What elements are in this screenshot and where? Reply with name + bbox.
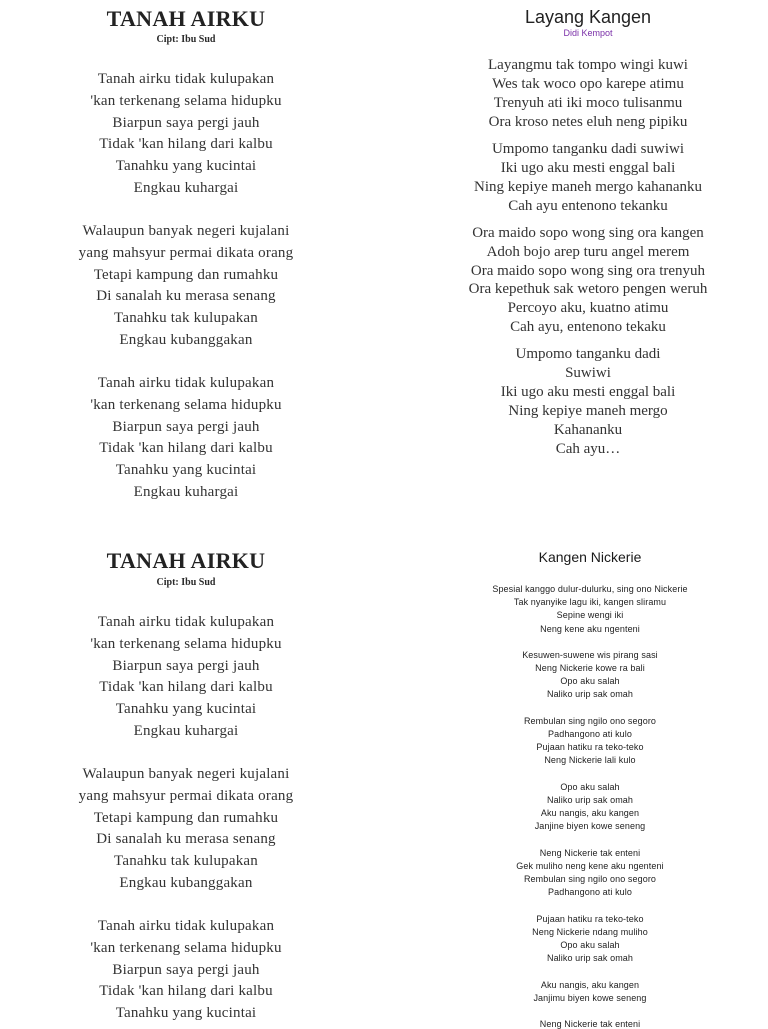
lyric-line: Pujaan hatiku ra teko-teko: [536, 914, 644, 924]
lyric-line: Biarpun saya pergi jauh: [112, 419, 260, 435]
lyric-line: Tanah airku tidak kulupakan: [97, 918, 275, 934]
lyric-line: Wes tak woco opo karepe atimu: [492, 76, 684, 92]
lyric-line: 'kan terkenang selama hidupku: [90, 397, 282, 413]
lyric-line: Umpomo tanganku dadi: [515, 346, 661, 362]
lyric-line: Tetapi kampung dan rumahku: [93, 267, 279, 283]
song-credit: Didi Kempot: [563, 28, 613, 38]
lyric-line: Pujaan hatiku ra teko-teko: [536, 742, 644, 752]
lyric-line: Trenyuh ati iki moco tulisanmu: [493, 95, 683, 111]
lyric-line: 'kan terkenang selama hidupku: [90, 93, 282, 109]
lyric-line: Janjimu biyen kowe seneng: [533, 993, 647, 1003]
lyric-line: yang mahsyur permai dikata orang: [78, 788, 294, 804]
song-panel-layang-kangen: [400, 0, 768, 520]
lyric-line: Opo aku salah: [560, 676, 620, 686]
lyric-line: Neng Nickerie tak enteni: [539, 1019, 641, 1029]
lyric-line: Sepine wengi iki: [556, 610, 624, 620]
lyric-line: Engkau kuhargai: [133, 484, 239, 500]
lyric-line: Cah ayu entenono tekanku: [508, 198, 668, 214]
lyric-line: Ora kepethuk sak wetoro pengen weruh: [468, 281, 708, 297]
lyric-line: Biarpun saya pergi jauh: [112, 962, 260, 978]
lyric-line: Janjine biyen kowe seneng: [534, 821, 646, 831]
lyric-line: Walaupun banyak negeri kujalani: [82, 223, 290, 239]
lyric-line: Tidak 'kan hilang dari kalbu: [99, 983, 273, 999]
lyric-line: Spesial kanggo dulur-dulurku, sing ono Nickerie: [492, 584, 688, 594]
lyric-line: Rembulan sing ngilo ono segoro: [523, 874, 657, 884]
lyric-line: Di sanalah ku merasa senang: [96, 831, 276, 847]
lyric-line: Ora kroso netes eluh neng pipiku: [488, 114, 688, 130]
lyric-line: Cah ayu…: [555, 441, 621, 457]
lyric-line: Tidak 'kan hilang dari kalbu: [99, 136, 273, 152]
lyric-line: Tetapi kampung dan rumahku: [93, 810, 279, 826]
lyric-line: Engkau kubanggakan: [119, 875, 253, 891]
song-panel-tanah-airku-top: [0, 0, 372, 520]
lyric-line: 'kan terkenang selama hidupku: [90, 940, 282, 956]
lyric-line: Percoyo aku, kuatno atimu: [507, 300, 669, 316]
song-title: Kangen Nickerie: [538, 549, 642, 565]
lyric-line: Biarpun saya pergi jauh: [112, 115, 260, 131]
lyric-line: Ning kepiye maneh mergo kahananku: [474, 179, 702, 195]
lyric-line: Ora maido sopo wong sing ora kangen: [472, 225, 704, 241]
lyric-line: Umpomo tanganku dadi suwiwi: [491, 141, 685, 157]
lyric-line: Tanah airku tidak kulupakan: [97, 614, 275, 630]
song-panel-kangen-nickerie: [410, 540, 768, 1029]
lyric-line: Neng kene aku ngenteni: [540, 624, 640, 634]
lyric-line: Padhangono ati kulo: [548, 887, 632, 897]
lyric-line: Tanahku tak kulupakan: [114, 310, 258, 326]
lyric-line: Engkau kuhargai: [133, 180, 239, 196]
lyric-line: Neng Nickerie kowe ra bali: [535, 663, 645, 673]
lyric-line: Tanah airku tidak kulupakan: [97, 375, 275, 391]
lyric-line: Iki ugo aku mesti enggal bali: [500, 160, 676, 176]
lyric-line: Tak nyanyike lagu iki, kangen sliramu: [513, 597, 667, 607]
lyric-line: Naliko urip sak omah: [546, 953, 634, 963]
lyric-line: Gek muliho neng kene aku ngenteni: [516, 861, 664, 871]
song-credit: Cipt: Ibu Sud: [156, 577, 216, 588]
lyric-line: Opo aku salah: [560, 940, 620, 950]
lyric-line: Cah ayu, entenono tekaku: [510, 319, 666, 335]
lyric-line: Tidak 'kan hilang dari kalbu: [99, 440, 273, 456]
lyric-line: Tanahku yang kucintai: [115, 158, 257, 174]
lyric-line: Iki ugo aku mesti enggal bali: [500, 384, 676, 400]
lyric-line: Tanah airku tidak kulupakan: [97, 71, 275, 87]
lyric-line: Tanahku yang kucintai: [115, 462, 257, 478]
lyric-line: Walaupun banyak negeri kujalani: [82, 766, 290, 782]
lyric-line: Engkau kubanggakan: [119, 332, 253, 348]
lyric-line: Opo aku salah: [560, 782, 620, 792]
lyric-line: Aku nangis, aku kangen: [540, 808, 640, 818]
lyric-line: Tidak 'kan hilang dari kalbu: [99, 679, 273, 695]
lyric-line: Neng Nickerie tak enteni: [539, 848, 641, 858]
lyric-line: Biarpun saya pergi jauh: [112, 658, 260, 674]
lyric-line: Ning kepiye maneh mergo: [508, 403, 668, 419]
lyric-line: Suwiwi: [565, 365, 611, 381]
lyric-line: Padhangono ati kulo: [548, 729, 632, 739]
song-panel-tanah-airku-bottom: [0, 540, 372, 1024]
lyric-line: Aku nangis, aku kangen: [540, 980, 640, 990]
lyric-line: Tanahku yang kucintai: [115, 1005, 257, 1021]
lyric-line: Adoh bojo arep turu angel merem: [486, 244, 690, 260]
lyric-line: Kahananku: [553, 422, 623, 438]
lyric-line: Tanahku yang kucintai: [115, 701, 257, 717]
lyric-line: Naliko urip sak omah: [546, 795, 634, 805]
song-title: Layang Kangen: [524, 7, 652, 27]
song-title: TANAH AIRKU: [106, 548, 266, 573]
song-credit: Cipt: Ibu Sud: [156, 34, 216, 45]
lyric-line: Tanahku tak kulupakan: [114, 853, 258, 869]
lyric-line: Neng Nickerie lali kulo: [544, 755, 636, 765]
lyric-line: Engkau kuhargai: [133, 723, 239, 739]
lyric-line: yang mahsyur permai dikata orang: [78, 245, 294, 261]
lyric-line: Rembulan sing ngilo ono segoro: [523, 716, 657, 726]
lyric-line: Di sanalah ku merasa senang: [96, 288, 276, 304]
lyric-line: Ora maido sopo wong sing ora trenyuh: [470, 263, 706, 279]
lyric-line: Kesuwen-suwene wis pirang sasi: [522, 650, 658, 660]
lyric-line: Layangmu tak tompo wingi kuwi: [488, 57, 688, 73]
lyric-line: 'kan terkenang selama hidupku: [90, 636, 282, 652]
lyric-line: Neng Nickerie ndang muliho: [532, 927, 648, 937]
song-title: TANAH AIRKU: [106, 6, 266, 31]
lyric-line: Naliko urip sak omah: [546, 689, 634, 699]
